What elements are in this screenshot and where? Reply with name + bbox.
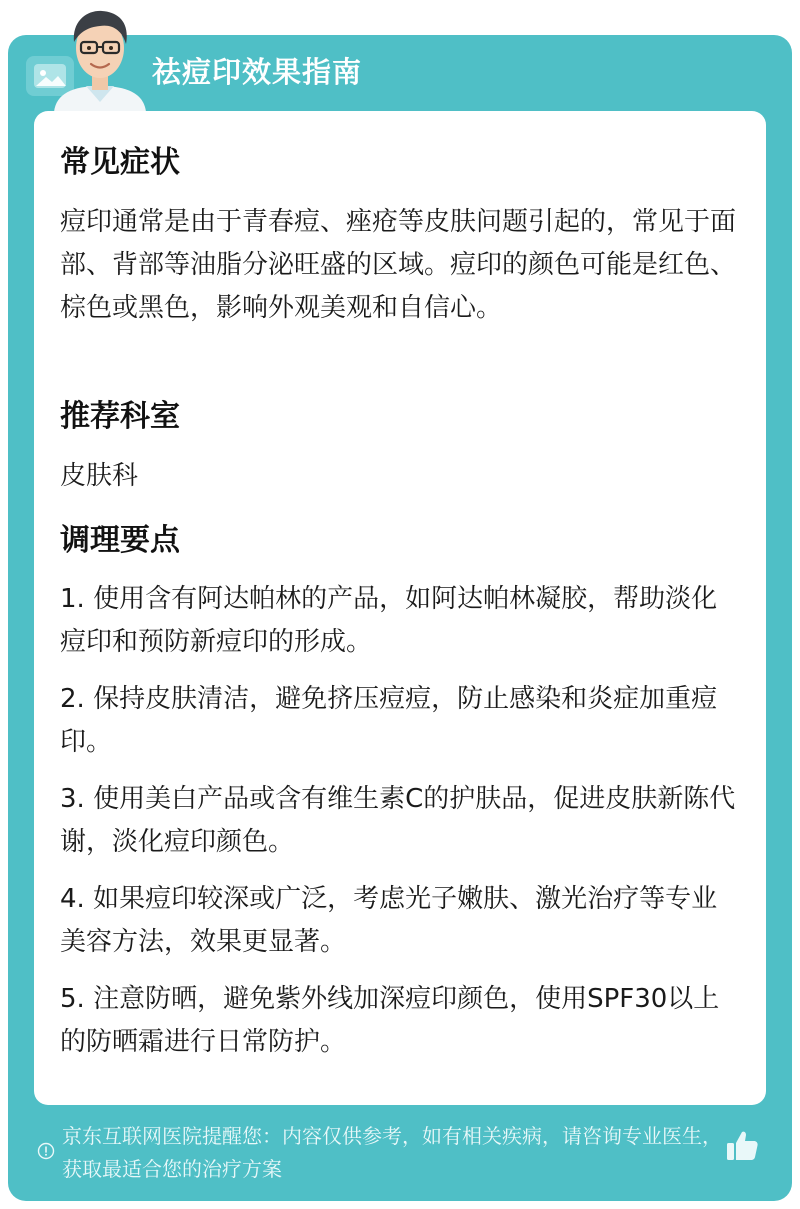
- care-tip-item: 4. 如果痘印较深或广泛，考虑光子嫩肤、激光治疗等专业美容方法，效果更显著。: [60, 884, 718, 957]
- care-tip-item: 1. 使用含有阿达帕林的产品，如阿达帕林凝胶，帮助淡化痘印和预防新痘印的形成。: [60, 584, 718, 657]
- care-tip-item: 2. 保持皮肤清洁，避免挤压痘痘，防止感染和炎症加重痘印。: [60, 684, 718, 757]
- department-text: 皮肤科: [60, 461, 139, 491]
- section-heading-care-tips: 调理要点: [60, 523, 180, 558]
- doctor-avatar: [46, 2, 154, 112]
- symptoms-text: 痘印通常是由于青春痘、痤疮等皮肤问题引起的，常见于面部、背部等油脂分泌旺盛的区域。痘印的颜色可能是红色、棕色或黑色，影响外观美观和自信心。: [60, 207, 737, 323]
- thumbs-up-icon[interactable]: [724, 1128, 760, 1164]
- care-tip-item: 5. 注意防晒，避免紫外线加深痘印颜色，使用SPF30以上的防晒霜进行日常防护。: [60, 984, 720, 1057]
- care-tip-item: 3. 使用美白产品或含有维生素C的护肤品，促进皮肤新陈代谢，淡化痘印颜色。: [60, 784, 736, 857]
- info-icon: [37, 1142, 55, 1160]
- section-heading-department: 推荐科室: [60, 399, 180, 434]
- content-card: [34, 111, 766, 1105]
- disclaimer-notice: 京东互联网医院提醒您：内容仅供参考，如有相关疾病，请咨询专业医生，获取最适合您的治疗方案: [62, 1124, 722, 1181]
- page-title: 祛痘印效果指南: [152, 55, 363, 89]
- section-heading-symptoms: 常见症状: [60, 145, 180, 180]
